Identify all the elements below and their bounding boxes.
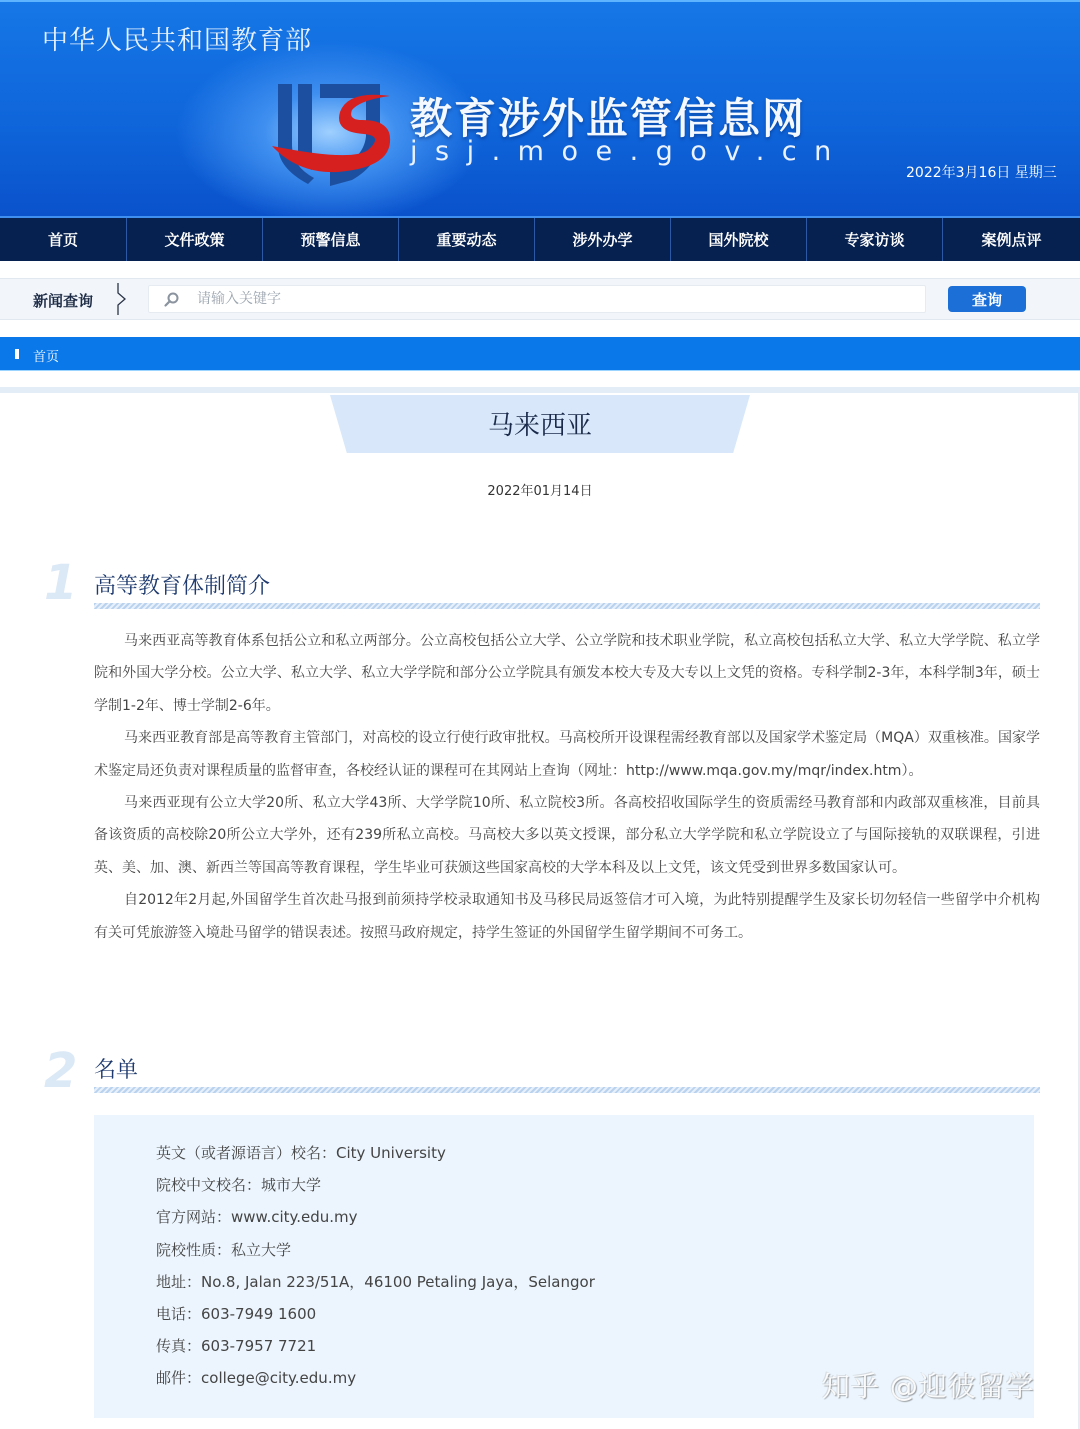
field-label: 电话： (156, 1304, 202, 1323)
website-link[interactable]: www.city.edu.my (231, 1208, 358, 1227)
section-number: 1 (44, 555, 78, 611)
chevron-right-icon (116, 281, 128, 317)
field-label: 官方网站： (156, 1208, 232, 1227)
nav-item-home[interactable]: 首页 (0, 218, 127, 261)
field-value: No.8, Jalan 223/51A，46100 Petaling Jaya，Selangor (201, 1272, 595, 1291)
page-title: 马来西亚 (487, 411, 592, 441)
site-header (0, 0, 1080, 216)
field-value: 城市大学 (261, 1176, 322, 1195)
section-body (94, 625, 1040, 949)
section-number: 2 (44, 1043, 78, 1099)
school-email (156, 1362, 595, 1394)
nav-item-case-reviews[interactable]: 案例点评 (981, 231, 1042, 249)
paragraph: 马来西亚教育部是高等教育主管部门，对高校的设立行使行政审批权。马高校所开设课程需经教育部以及国家学术鉴定局（MQA）双重核准。国家学术鉴定局还负责对课程质量的监督审查，各校经认证的课程可在其网站上查询（网址：http://www.mqa.gov.my/mqr/index.htm）。 (94, 730, 1040, 779)
search-field (148, 285, 926, 313)
field-label: 院校性质： (156, 1240, 232, 1259)
ministry-name[interactable]: 中华人民共和国教育部 (42, 26, 313, 56)
paragraph: 马来西亚高等教育体系包括公立和私立两部分。公立高校包括公立大学、公立学院和技术职业学院，私立高校包括私立大学、私立大学学院、私立学院和外国大学分校。公立大学、私立大学、私立大学学院和部分公立学院具有颁发本校大专及大专以上文凭的资格。专科学制2-3年，本科学制3年，硕士学制1-2年、博士学制2-6年。 (94, 633, 1040, 714)
school-address (156, 1266, 595, 1298)
search-button[interactable]: 查询 (948, 286, 1026, 312)
school-english-name (156, 1137, 595, 1169)
field-label: 地址： (156, 1272, 202, 1291)
school-chinese-name (156, 1169, 595, 1201)
nav-item-news[interactable]: 重要动态 (399, 218, 535, 261)
search-input[interactable] (197, 286, 917, 312)
field-value: 603-7957 7721 (201, 1337, 317, 1356)
paragraph: 马来西亚现有公立大学20所、私立大学43所、大学学院10所、私立院校3所。各高校招收国际学生的资质需经马教育部和内政部双重核准，目前具备该资质的高校除20所公立大学外，还有239所私立高校。马高校大多以英文授课，部分私立大学学院和私立学院设立了与国际接轨的双联课程，引进英、美、加、澳、新西兰等国高等教育课程，学生毕业可获颁这些国家高校的大学本科及以上文凭，该文凭受到世界多数国家认可。 (94, 795, 1040, 876)
field-label: 英文（或者源语言）校名： (156, 1144, 337, 1162)
article-panel (0, 387, 1080, 1429)
section-divider (94, 603, 1040, 609)
breadcrumb-marker (15, 349, 19, 359)
nav-item-policy[interactable]: 文件政策 (127, 218, 263, 261)
field-label: 邮件： (156, 1369, 202, 1388)
nav-item-foreign-cooperation[interactable]: 涉外办学 (535, 218, 671, 261)
section-divider (94, 1087, 1040, 1093)
field-value: 私立大学 (231, 1240, 292, 1259)
main-nav (0, 216, 1080, 261)
school-website (156, 1201, 595, 1233)
site-domain: jsj.moe.gov.cn (410, 136, 849, 167)
search-icon (163, 291, 180, 308)
current-date: 2022年3月16日 星期三 (906, 165, 1057, 181)
breadcrumb-home-link[interactable]: 首页 (33, 350, 60, 365)
school-type (156, 1234, 595, 1266)
email-link[interactable]: college@city.edu.my (201, 1369, 357, 1388)
school-info-list (156, 1137, 595, 1395)
breadcrumb (0, 337, 1080, 371)
nav-item-foreign-schools[interactable]: 国外院校 (671, 218, 807, 261)
news-search-bar (0, 278, 1080, 320)
site-logo-icon[interactable] (268, 76, 394, 186)
school-phone (156, 1298, 595, 1330)
watermark: 知乎 @迎彼留学 (822, 1370, 1035, 1403)
section-title: 名单 (94, 1058, 139, 1083)
field-value: City University (336, 1144, 446, 1162)
nav-item-expert-interviews[interactable]: 专家访谈 (807, 218, 943, 261)
field-label: 院校中文校名： (156, 1176, 262, 1195)
field-value: 603-7949 1600 (201, 1304, 317, 1323)
publish-date: 2022年01月14日 (487, 484, 593, 499)
search-label: 新闻查询 (33, 292, 94, 310)
field-label: 传真： (156, 1337, 202, 1356)
paragraph: 自2012年2月起,外国留学生首次赴马报到前须持学校录取通知书及马移民局返签信才可入境，为此特别提醒学生及家长切勿轻信一些留学中介机构有关可凭旅游签入境赴马留学的错误表述。按照马政府规定，持学生签证的外国留学生留学期间不可务工。 (94, 892, 1040, 941)
site-title[interactable]: 教育涉外监管信息网 (410, 94, 807, 143)
section-title: 高等教育体制简介 (94, 574, 271, 599)
school-fax (156, 1330, 595, 1362)
nav-item-warnings[interactable]: 预警信息 (263, 218, 399, 261)
